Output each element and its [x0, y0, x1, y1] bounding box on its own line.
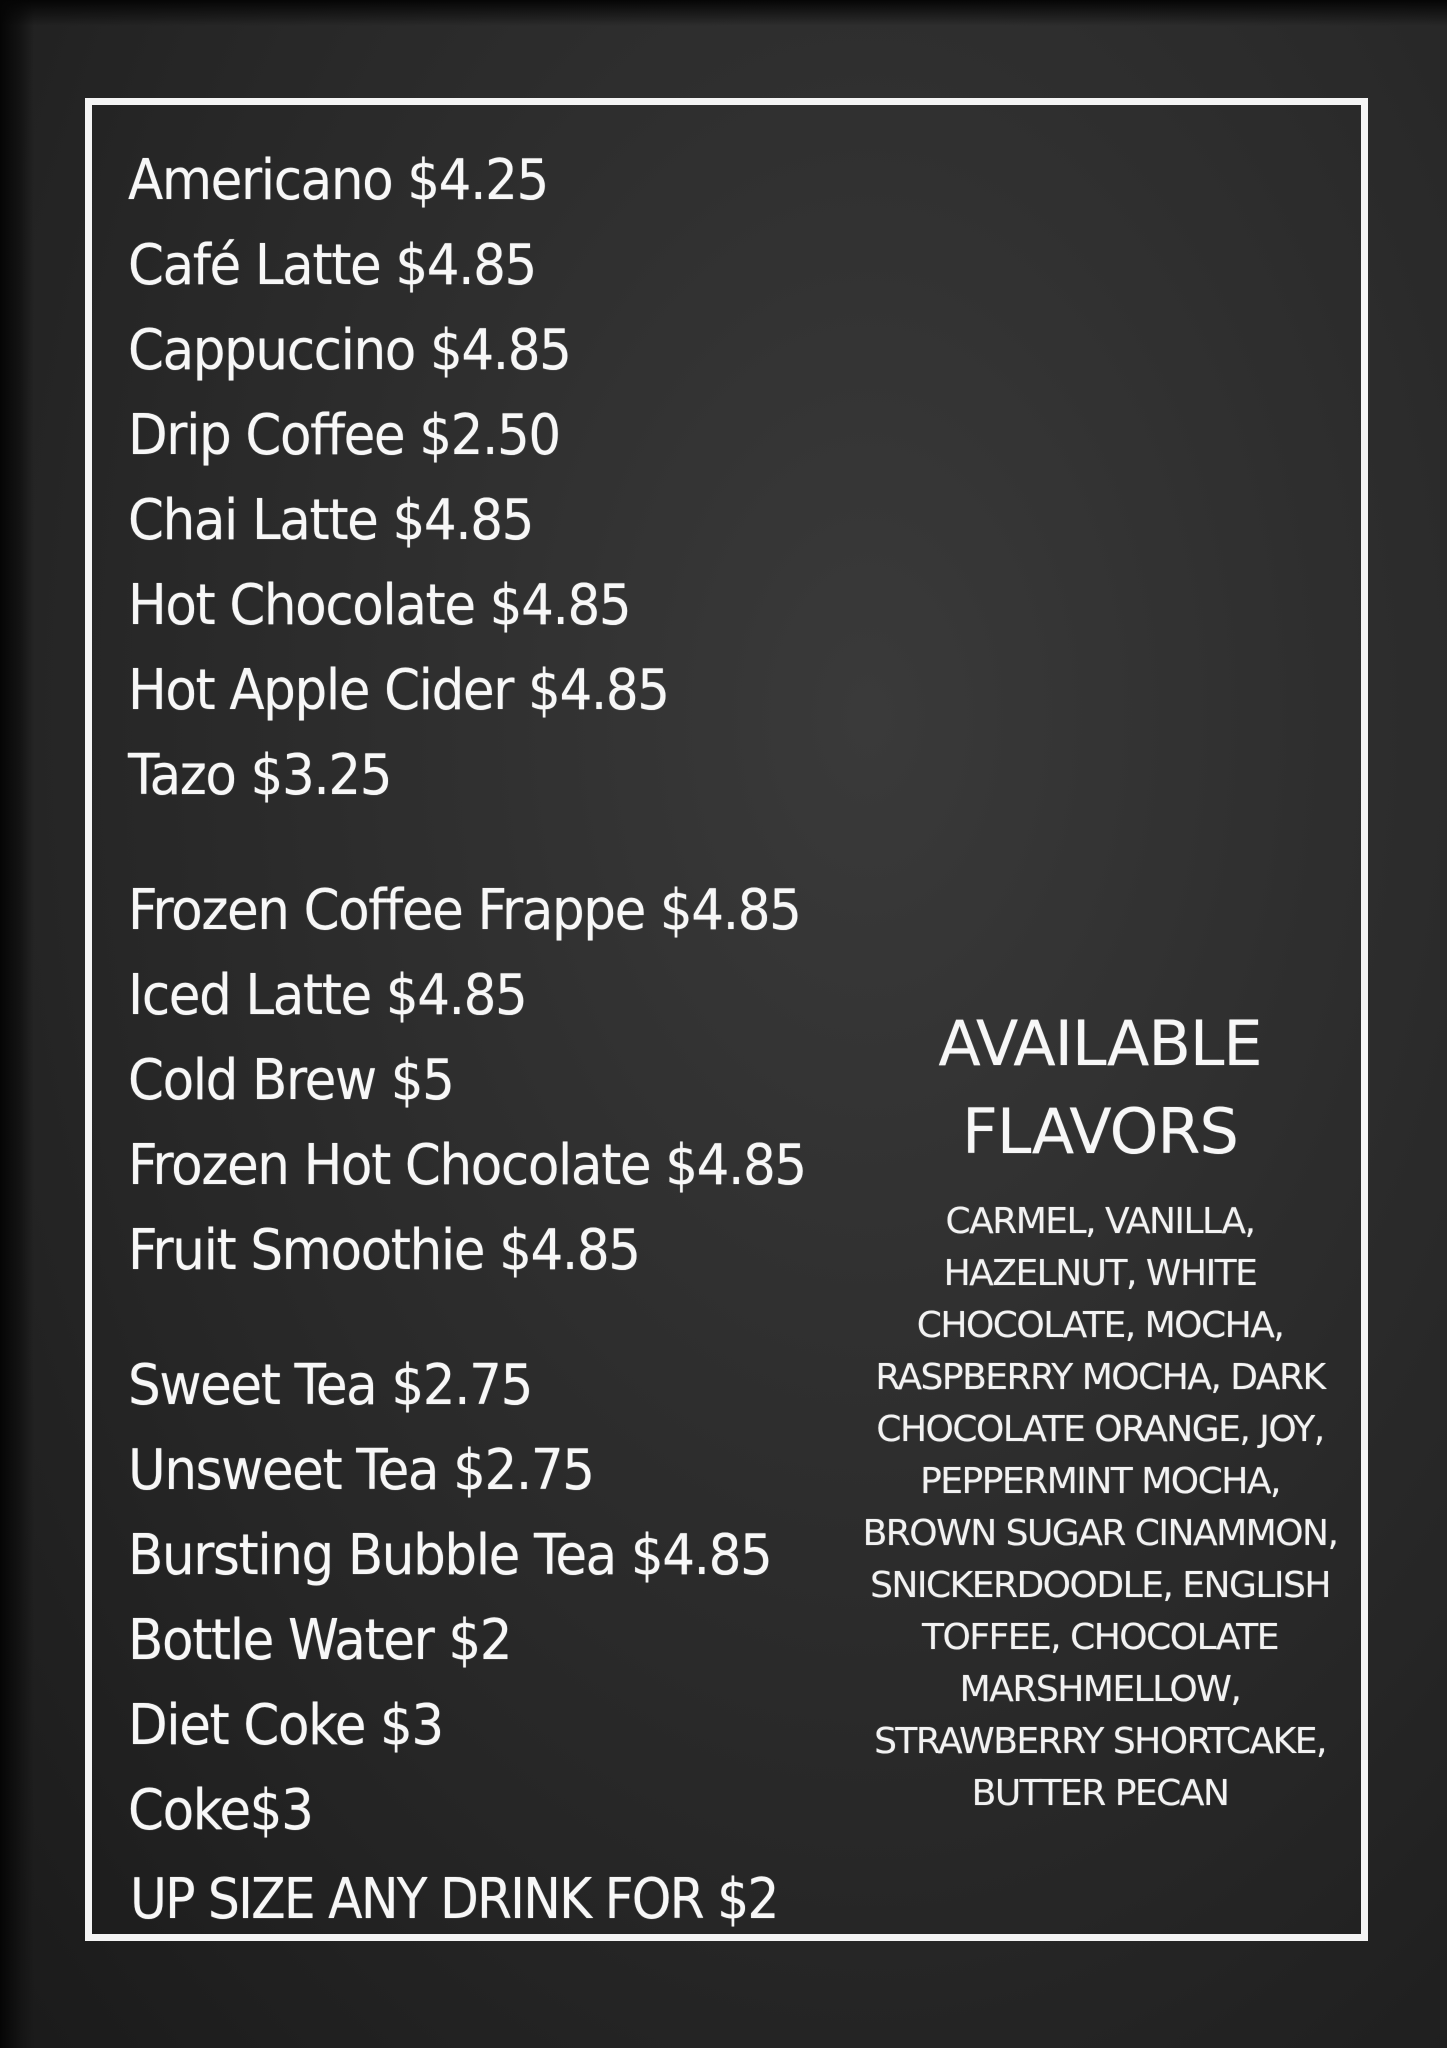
menu-item: Frozen Coffee Frappe $4.85: [128, 878, 801, 943]
flavors-title-line: FLAVORS: [962, 1095, 1238, 1168]
flavors-title: [840, 1000, 1360, 1176]
menu-item: Frozen Hot Chocolate $4.85: [128, 1133, 806, 1198]
board-edge-top: [0, 0, 1447, 26]
menu-item: Sweet Tea $2.75: [128, 1353, 532, 1418]
flavor-line: MARSHMELLOW,: [959, 1669, 1241, 1710]
flavor-line: CHOCOLATE ORANGE, JOY,: [876, 1409, 1324, 1450]
menu-item: Cappuccino $4.85: [128, 318, 571, 383]
cold-drinks-section: [128, 868, 908, 1293]
menu-item: Café Latte $4.85: [128, 233, 536, 298]
flavor-line: STRAWBERRY SHORTCAKE,: [874, 1721, 1326, 1762]
menu-item: Hot Chocolate $4.85: [128, 573, 631, 638]
menu-item: Coke$3: [128, 1778, 313, 1843]
flavor-line: PEPPERMINT MOCHA,: [920, 1461, 1280, 1502]
board-edge-left: [0, 0, 34, 2048]
flavor-line: BUTTER PECAN: [971, 1773, 1229, 1814]
flavors-title-line: AVAILABLE: [938, 1007, 1262, 1080]
other-drinks-section: [128, 1343, 908, 1853]
menu-item: Tazo $3.25: [128, 743, 392, 808]
upsize-note: UP SIZE ANY DRINK FOR $2: [130, 1867, 778, 1932]
section-gap: [128, 1293, 908, 1343]
menu-item: Hot Apple Cider $4.85: [128, 658, 669, 723]
menu-item: Bursting Bubble Tea $4.85: [128, 1523, 772, 1588]
menu-item: Cold Brew $5: [128, 1048, 454, 1113]
flavors-panel: [840, 1000, 1360, 1820]
flavor-line: CARMEL, VANILLA,: [945, 1201, 1255, 1242]
section-gap: [128, 818, 908, 868]
menu-item: Iced Latte $4.85: [128, 963, 527, 1028]
flavor-line: TOFFEE, CHOCOLATE: [921, 1617, 1279, 1658]
menu-item: Bottle Water $2: [128, 1608, 512, 1673]
flavor-line: CHOCOLATE, MOCHA,: [916, 1305, 1284, 1346]
menu-item: Unsweet Tea $2.75: [128, 1438, 594, 1503]
menu-item: Americano $4.25: [128, 148, 548, 213]
menu-item: Fruit Smoothie $4.85: [128, 1218, 640, 1283]
menu-item: Drip Coffee $2.50: [128, 403, 560, 468]
flavor-line: SNICKERDOODLE, ENGLISH: [870, 1565, 1330, 1606]
flavors-list: [840, 1196, 1360, 1820]
menu-item: Diet Coke $3: [128, 1693, 443, 1758]
drink-menu: [128, 138, 908, 1853]
hot-drinks-section: [128, 138, 908, 818]
flavor-line: RASPBERRY MOCHA, DARK: [875, 1357, 1325, 1398]
flavor-line: BROWN SUGAR CINAMMON,: [862, 1513, 1338, 1554]
menu-item: Chai Latte $4.85: [128, 488, 534, 553]
flavor-line: HAZELNUT, WHITE: [943, 1253, 1257, 1294]
